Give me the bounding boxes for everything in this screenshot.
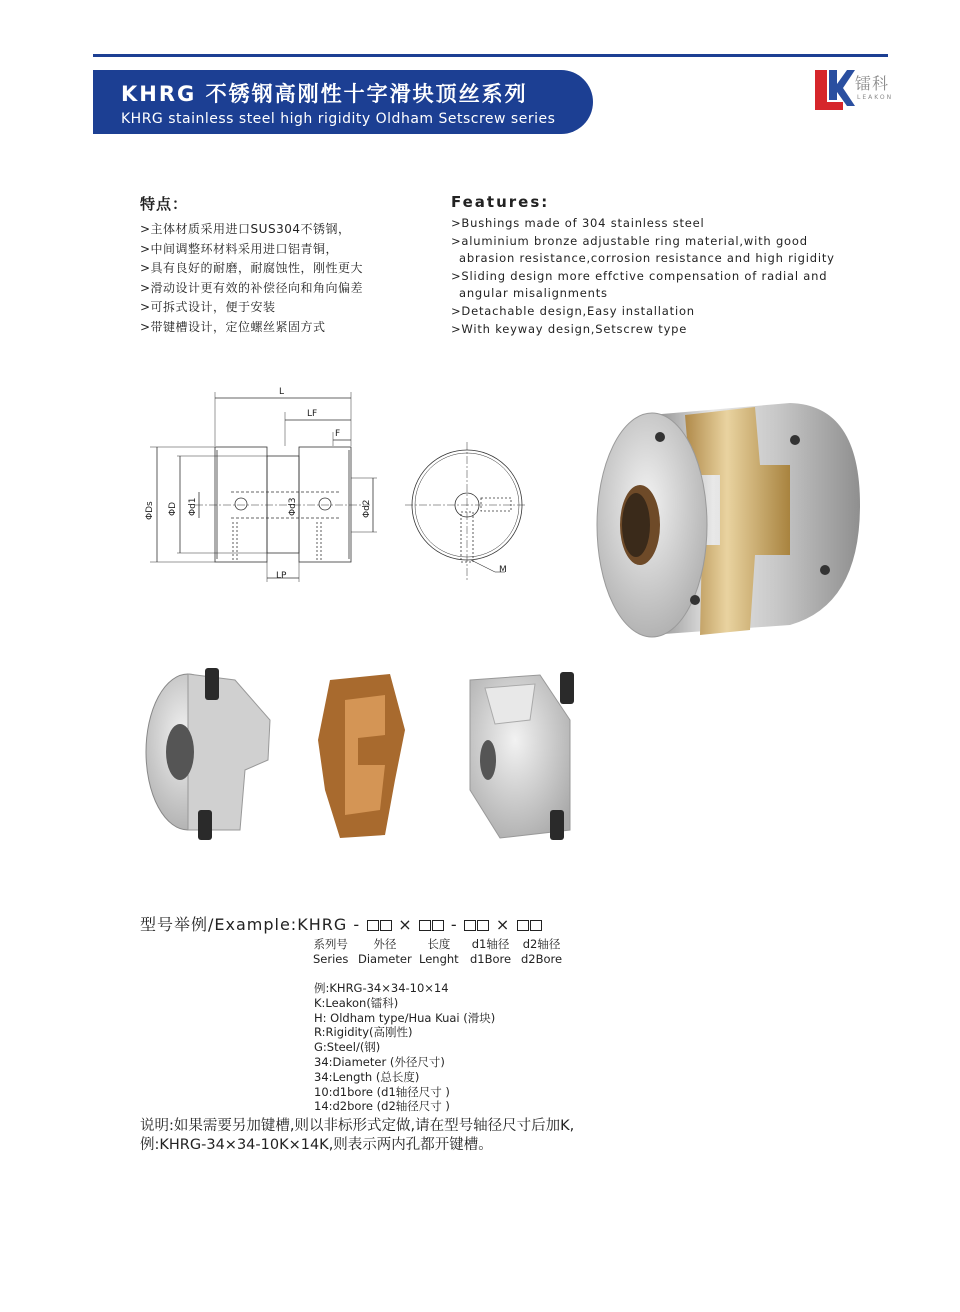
legend-zh: 系列号 bbox=[313, 937, 348, 951]
leakon-logo bbox=[813, 66, 893, 116]
dim-M: M bbox=[499, 565, 507, 575]
logo-en: LEAKON bbox=[857, 94, 894, 101]
placeholder-box bbox=[380, 920, 392, 931]
legend-en: d2Bore bbox=[521, 952, 563, 966]
features-en-heading: Features: bbox=[451, 193, 550, 211]
legend-en: Lenght bbox=[419, 952, 459, 966]
feature-zh-item: >具有良好的耐磨，耐腐蚀性，刚性更大 bbox=[140, 261, 364, 276]
feature-en-item: >With keyway design,Setscrew type bbox=[451, 321, 688, 336]
placeholder-box bbox=[477, 920, 489, 931]
feature-zh-item: >主体材质采用进口SUS304不锈钢， bbox=[140, 222, 351, 236]
title-en: KHRG stainless steel high rigidity Oldham Setscrew series bbox=[121, 111, 556, 127]
note-item: 34:Diameter (外径尺寸) bbox=[314, 1054, 445, 1069]
legend-length bbox=[419, 937, 459, 967]
exploded-parts-photo bbox=[140, 660, 620, 860]
feature-zh-item: >带键槽设计，定位螺丝紧固方式 bbox=[140, 319, 326, 334]
features-en bbox=[451, 193, 891, 338]
lk-logo-icon bbox=[813, 66, 855, 112]
note-item: K:Leakon(镭科) bbox=[314, 995, 399, 1010]
feature-zh-item: >可拆式设计，便于安装 bbox=[140, 300, 276, 315]
dim-LF: LF bbox=[307, 409, 318, 419]
feature-en-item: angular misalignments bbox=[459, 286, 608, 301]
placeholder-box bbox=[367, 920, 379, 931]
placeholder-box bbox=[517, 920, 529, 931]
legend-en: Series bbox=[313, 952, 349, 966]
placeholder-box bbox=[530, 920, 542, 931]
left-hub-image bbox=[146, 668, 270, 840]
placeholder-box bbox=[432, 920, 444, 931]
legend-zh: d2轴径 bbox=[522, 937, 561, 951]
logo-zh: 镭科 bbox=[855, 74, 890, 93]
dim-LP: LP bbox=[276, 571, 287, 581]
middle-slider-image bbox=[318, 674, 405, 838]
note-item: G:Steel/(钢) bbox=[314, 1040, 381, 1055]
feature-en-item: abrasion resistance,corrosion resistance and high rigidity bbox=[459, 251, 835, 266]
note-item: 例:KHRG-34×34-10×14 bbox=[314, 981, 449, 995]
feature-zh-item: >中间调整环材料采用进口铝青铜， bbox=[140, 241, 339, 256]
legend-zh: d1轴径 bbox=[471, 937, 510, 951]
dash-sign: - bbox=[450, 915, 458, 934]
features-zh-heading: 特点： bbox=[140, 195, 189, 213]
remark-line: 说明:如果需要另加键槽,则以非标形式定做,请在型号轴径尺寸后加K, bbox=[140, 1118, 575, 1134]
note-item: H: Oldham type/Hua Kuai (滑块) bbox=[314, 1010, 496, 1025]
keyway-remark bbox=[140, 1117, 574, 1155]
note-item: R:Rigidity(高刚性) bbox=[314, 1025, 413, 1040]
legend-en: Diameter bbox=[358, 952, 412, 966]
right-hub-outline bbox=[299, 447, 351, 562]
coupling-photo bbox=[590, 385, 870, 645]
dim-D: ΦD bbox=[168, 501, 178, 516]
remark-line: 例:KHRG-34×34-10K×14K,则表示两内孔都开键槽。 bbox=[140, 1137, 493, 1153]
legend-series bbox=[313, 937, 348, 967]
note-item: 14:d2bore (d2轴径尺寸 ) bbox=[314, 1099, 450, 1114]
title-banner bbox=[93, 70, 593, 134]
dim-F: F bbox=[335, 429, 341, 439]
setscrew-hole-left bbox=[235, 498, 247, 510]
technical-drawing bbox=[135, 382, 525, 592]
legend-en: d1Bore bbox=[470, 952, 512, 966]
left-hub-outline bbox=[215, 447, 267, 562]
example-prefix: 型号举例/Example:KHRG - bbox=[140, 915, 361, 934]
title-zh: KHRG 不锈钢高刚性十字滑块顶丝系列 bbox=[121, 82, 528, 106]
feature-en-item: >aluminium bronze adjustable ring material,with good bbox=[451, 233, 808, 248]
dim-L: L bbox=[279, 387, 285, 397]
legend-zh: 外径 bbox=[373, 937, 397, 951]
note-item: 10:d1bore (d1轴径尺寸 ) bbox=[314, 1084, 450, 1099]
legend-d2bore bbox=[521, 937, 562, 967]
dim-d2: Φd2 bbox=[362, 499, 372, 518]
dim-Ds: ΦDs bbox=[145, 501, 155, 520]
features-zh bbox=[140, 193, 440, 338]
feature-en-item: >Bushings made of 304 stainless steel bbox=[451, 216, 705, 230]
dim-d1: Φd1 bbox=[188, 497, 198, 516]
feature-en-item: >Detachable design,Easy installation bbox=[451, 303, 695, 318]
times-sign: × bbox=[398, 915, 413, 934]
example-notes bbox=[314, 981, 495, 1114]
model-example bbox=[140, 912, 542, 935]
right-hub-image bbox=[470, 672, 574, 840]
note-item: 34:Length (总长度) bbox=[314, 1069, 420, 1084]
placeholder-box bbox=[419, 920, 431, 931]
dim-d3: Φd3 bbox=[288, 497, 298, 516]
legend-d1bore bbox=[470, 937, 511, 967]
top-rule bbox=[93, 54, 888, 57]
feature-zh-item: >滑动设计更有效的补偿径向和角向偏差 bbox=[140, 280, 364, 295]
placeholder-box bbox=[464, 920, 476, 931]
setscrew-hole-right bbox=[319, 498, 331, 510]
legend-zh: 长度 bbox=[427, 937, 451, 951]
legend-diameter bbox=[358, 937, 412, 967]
times-sign: × bbox=[495, 915, 511, 934]
feature-en-item: >Sliding design more effctive compensation of radial and bbox=[451, 268, 828, 283]
